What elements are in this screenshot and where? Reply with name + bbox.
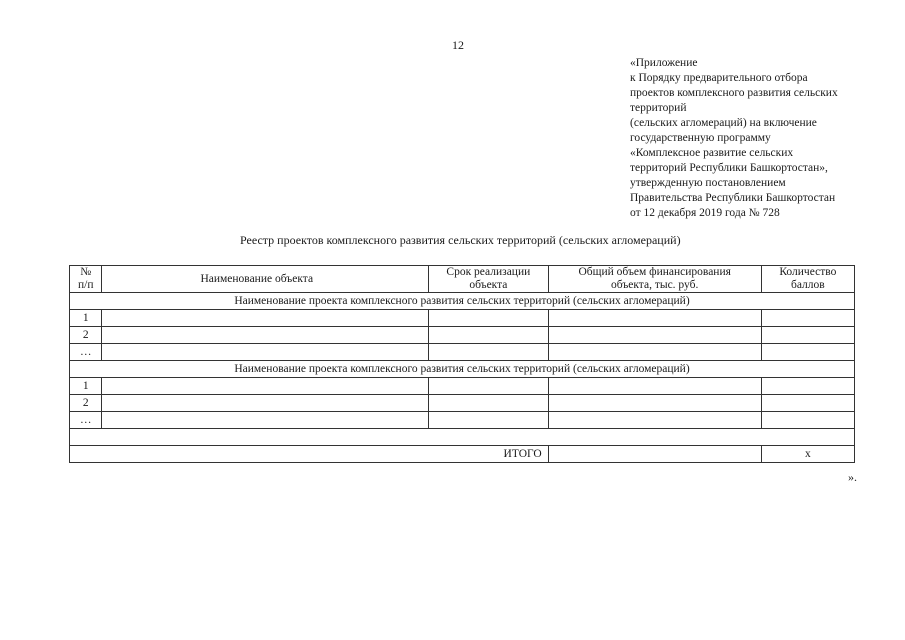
cell-term (429, 378, 549, 395)
appendix-line: от 12 декабря 2019 года № 728 (630, 207, 780, 219)
cell-score (761, 310, 854, 327)
registry-table (69, 265, 855, 463)
appendix-line: «Комплексное развитие сельских (630, 147, 794, 159)
cell-score (761, 395, 854, 412)
cell-term (429, 310, 549, 327)
header-number: № п/п (70, 266, 102, 293)
row-number: 2 (70, 395, 102, 412)
appendix-line: государственную программу (630, 132, 771, 144)
row-number: 2 (70, 327, 102, 344)
table-row (70, 327, 855, 344)
empty-cell (70, 429, 855, 446)
cell-score (761, 327, 854, 344)
cell-finance (548, 378, 761, 395)
row-number: … (70, 412, 102, 429)
appendix-line: территорий Республики Башкортостан», (630, 162, 828, 174)
empty-row (70, 429, 855, 446)
row-number: 1 (70, 378, 102, 395)
cell-object-name (102, 327, 429, 344)
total-label: ИТОГО (70, 446, 549, 463)
appendix-line: (сельских агломераций) на включение (630, 117, 817, 129)
row-number: … (70, 344, 102, 361)
cell-term (429, 412, 549, 429)
section-title-row (70, 293, 855, 310)
cell-score (761, 344, 854, 361)
cell-object-name (102, 378, 429, 395)
table-header-row (70, 266, 855, 293)
cell-object-name (102, 412, 429, 429)
cell-finance (548, 327, 761, 344)
header-finance: Общий объем финансирования объекта, тыс. руб. (548, 266, 761, 293)
row-number: 1 (70, 310, 102, 327)
table-row (70, 412, 855, 429)
page-number: 12 (452, 38, 464, 52)
document-title: Реестр проектов комплексного развития сельских территорий (сельских агломераций) (240, 233, 681, 247)
closing-quote: ». (848, 470, 857, 484)
table-row (70, 378, 855, 395)
cell-term (429, 327, 549, 344)
cell-finance (548, 310, 761, 327)
header-term: Срок реализации объекта (429, 266, 549, 293)
total-finance (548, 446, 761, 463)
section-title: Наименование проекта комплексного развития сельских территорий (сельских агломераций) (70, 361, 855, 378)
table-row (70, 310, 855, 327)
appendix-line: Правительства Республики Башкортостан (630, 192, 836, 204)
header-object-name: Наименование объекта (102, 266, 429, 293)
cell-term (429, 344, 549, 361)
header-score: Количество баллов (761, 266, 854, 293)
appendix-line: к Порядку предварительного отбора (630, 72, 808, 84)
total-row (70, 446, 855, 463)
cell-object-name (102, 310, 429, 327)
appendix-line: территорий (630, 102, 687, 114)
appendix-header (630, 56, 890, 221)
cell-object-name (102, 344, 429, 361)
total-score: х (761, 446, 854, 463)
appendix-line: «Приложение (630, 57, 698, 69)
appendix-line: проектов комплексного развития сельских (630, 87, 838, 99)
cell-score (761, 412, 854, 429)
cell-finance (548, 344, 761, 361)
cell-finance (548, 395, 761, 412)
table-row (70, 395, 855, 412)
cell-finance (548, 412, 761, 429)
cell-term (429, 395, 549, 412)
section-title-row (70, 361, 855, 378)
appendix-line: утвержденную постановлением (630, 177, 786, 189)
table-row (70, 344, 855, 361)
cell-object-name (102, 395, 429, 412)
section-title: Наименование проекта комплексного развития сельских территорий (сельских агломераций) (70, 293, 855, 310)
cell-score (761, 378, 854, 395)
